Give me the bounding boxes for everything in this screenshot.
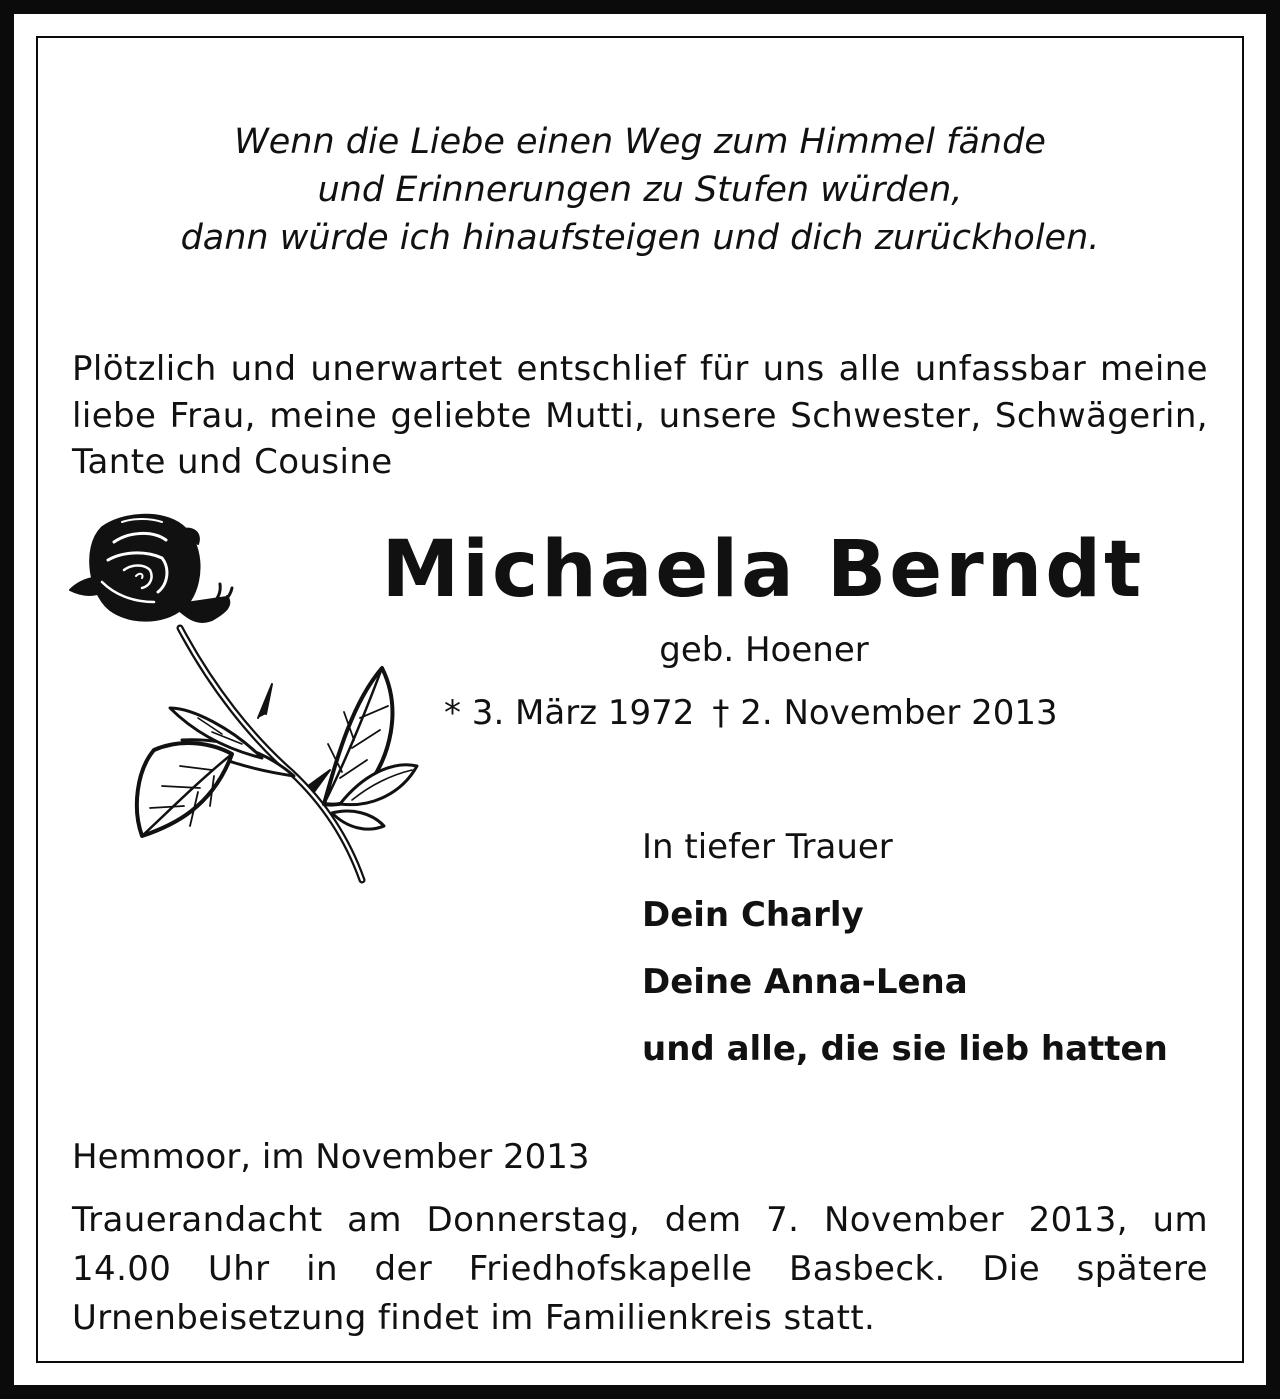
death-date: † 2. November 2013 [712, 693, 1058, 733]
mourner-2: Deine Anna-Lena [642, 962, 968, 1002]
birth-date: * 3. März 1972 [444, 693, 695, 733]
mourner-1: Dein Charly [642, 895, 864, 935]
birth-name: geb. Hoener [659, 630, 869, 670]
quote-line-3: dann würde ich hinaufsteigen und dich zurückholen. [180, 218, 1100, 258]
intro-text: Plötzlich und unerwartet entschlief für uns alle unfassbar meine liebe Frau, meine geliebte Mutti, unsere Schwester, Schwägerin, Tante und Cousine [72, 349, 1208, 482]
quote-line-1: Wenn die Liebe einen Weg zum Himmel fände [234, 122, 1046, 162]
mourner-3: und alle, die sie lieb hatten [642, 1029, 1168, 1069]
poem-quote [0, 118, 1280, 262]
mourning-heading: In tiefer Trauer [642, 827, 893, 867]
quote-line-2: und Erinnerungen zu Stufen würden, [317, 170, 963, 210]
place-date: Hemmoor, im November 2013 [72, 1137, 590, 1177]
life-dates [444, 688, 1104, 738]
service-info: Trauerandacht am Donnerstag, dem 7. November 2013, um 14.00 Uhr in der Friedhofskapelle Basbeck. Die spätere Urnenbeisetzung findet im Familienkreis statt. [72, 1200, 1208, 1338]
deceased-name: Michaela Berndt [381, 525, 1145, 615]
